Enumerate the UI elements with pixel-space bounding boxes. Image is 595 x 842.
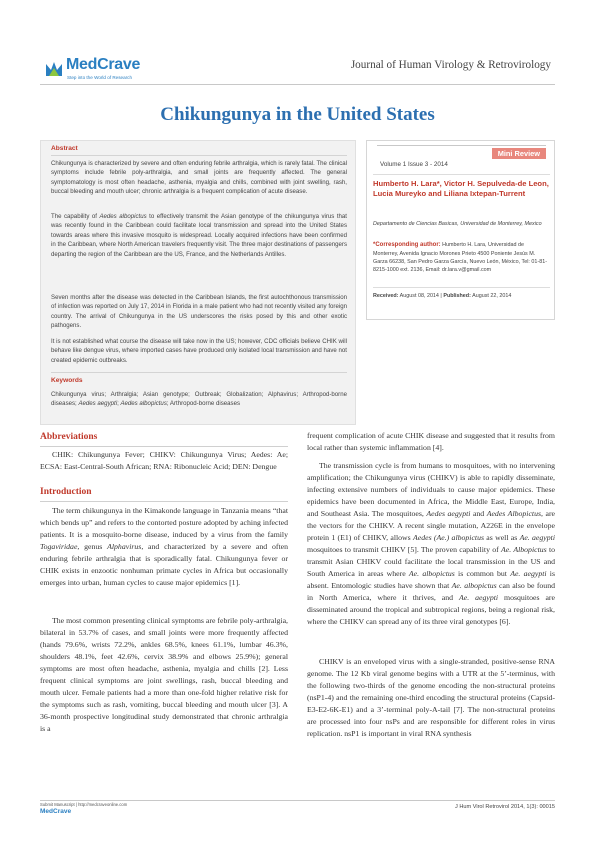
species-name: Aedes (Ae.) albopictus bbox=[413, 533, 485, 542]
brand-tagline: Step into the World of Research bbox=[67, 75, 133, 80]
text-span: as well as bbox=[484, 533, 520, 542]
text-span: Chikungunya virus; Arthralgia; Asian genotype; Outbreak; Globalization; Alphavirus; Arthropod-borne diseases; bbox=[51, 391, 347, 408]
taxon-name: Togaviridae bbox=[40, 542, 78, 551]
species-name: Aedes aegypti bbox=[426, 509, 471, 518]
intro-paragraph-1 bbox=[40, 505, 288, 589]
published-label: Published: bbox=[443, 293, 471, 299]
text-span: can also be found in North America, where it thrives, and bbox=[307, 581, 556, 602]
brand-name: MedCrave bbox=[66, 56, 141, 73]
medcrave-logo[interactable] bbox=[44, 56, 164, 86]
abstract-heading: Abstract bbox=[51, 145, 78, 152]
keywords-list bbox=[51, 390, 347, 409]
body-paragraph-continued: frequent complication of acute CHIK disease and suggested that it results from local rather than systemic inflammation [4]. bbox=[307, 431, 555, 452]
species-name: Ae. aegypti bbox=[510, 569, 547, 578]
received-date: August 08, 2014 bbox=[398, 293, 439, 299]
abstract-paragraph-2 bbox=[51, 212, 347, 259]
journal-citation: J Hum Virol Retrovirol 2014, 1(3): 00015 bbox=[454, 804, 555, 810]
section-divider bbox=[40, 446, 288, 447]
date-separator: | bbox=[438, 293, 444, 299]
text-span: to transmit Asian CHIKV could facilitate the local transmission in the US and South America in areas where bbox=[307, 545, 556, 578]
species-name: Ae. aegypti bbox=[459, 593, 499, 602]
journal-name: Journal of Human Virology & Retrovirology bbox=[350, 59, 551, 71]
species-name: Ae. albopictus bbox=[451, 581, 497, 590]
abstract-box bbox=[40, 140, 356, 425]
introduction-heading: Introduction bbox=[40, 487, 92, 497]
page-header bbox=[40, 53, 555, 85]
text-span: , genus bbox=[77, 542, 108, 551]
section-divider bbox=[40, 501, 288, 502]
text-span: The capability of bbox=[51, 213, 100, 220]
intro-paragraph-2: The most common presenting clinical symptoms are febrile poly-arthralgia, bilateral in 53.7% of cases, and small joints were more frequently affected (hands 79.6%, wrists 72.2%, ankles 68.5%, knees 61.1%, lumbar 46.3%, shoulders 48.1%, feet 42.6%, cervix 38.9% and elbows 25.9%); general symptoms are most often headache, asthenia, myalgia and chills [2]. Less frequent clinical symptoms are joint swellings, rash, buccal bleeding and mouth ulcer. Female patients had a more than one-fold higher relative risk for the symptoms such as rash, vomiting, buccal bleeding and mouth ulcer [3]. A 36-month prospective longitudinal study demonstrated that chronic arthralgia is a bbox=[40, 616, 288, 733]
abstract-paragraph-3: Seven months after the disease was detected in the Caribbean Islands, the first autochthonous transmission of infection was reported on July 17, 2014 in Florida in a male patient who had not recently visited any foreign country. The arrival of Chikungunya in the US underscores the risks posed by this and other exotic pathogens. bbox=[51, 294, 347, 330]
species-name: Ae. albopictus bbox=[408, 569, 455, 578]
corr-details: Humberto H. Lara, Universidad de Monterrey, Avenida Ignacio Morones Prieto 4500 Poniente Jesús M. Garza 66238, San Pedro Garza García, Nuevo León, México, Tel: 01-81-8215-1000 ext. 2136, Email: dr.lara.v@gmail.com bbox=[373, 242, 547, 274]
article-info-box bbox=[366, 140, 555, 320]
abbreviations-text: CHIK: Chikungunya Fever; CHIKV: Chikungunya Virus; Aedes: Ae; ECSA: East-Central-South African; RNA: Ribonucleic Acid; DEN: Dengue bbox=[40, 450, 288, 471]
text-span: The transmission cycle is from humans to mosquitoes, with no intervening amplification; the Chikungunya virus (CHIKV) is able to rapidly disseminate, infecting extensive numbers of individuals to cause major epidemics. These epidemics have been documented in Africa, the Middle East, Europe, India, and Southeast Asia. The mosquitoes, bbox=[307, 461, 555, 518]
author-list: Humberto H. Lara*, Victor H. Sepulveda-de Leon, Lucia Mureyko and Liliana Ixtepan-Turrent bbox=[373, 179, 549, 199]
text-span: , and characterized by a severe and often enduring febrile arthralgia that is sporadically fatal. Chikungunya fever or CHIK exists in enzootic nonhuman primate cycles in Africa but occasionally emerges into urban, human cycles to cause major epidemics [1]. bbox=[40, 542, 288, 587]
submit-manuscript-link[interactable]: Submit Manuscript | http://medcraveonline.com bbox=[40, 802, 128, 807]
genome-paragraph: CHIKV is an enveloped virus with a single-stranded, positive-sense RNA genome. The 12 Kb viral genome begins with a UTR at the 5’-terminus, with the following two-thirds of the genome encoding the non-structural proteins (nsP1-4) and the remaining one-third encoding the structural proteins (Capsid-E3-E2-6K-E1) and a 3’-terminal poly-A-tail [7]. The non-structural proteins are processed into four nsPs and are responsible for different roles in virus replication. nsP1 is important in viral RNA synthesis bbox=[307, 657, 555, 738]
taxon-name: Alphavirus bbox=[107, 542, 142, 551]
volume-issue: Volume 1 Issue 3 - 2014 bbox=[380, 161, 448, 168]
abbreviations-heading: Abbreviations bbox=[40, 432, 98, 442]
species-name: Aedes albopictus bbox=[120, 400, 167, 408]
footer-brand: MedCrave bbox=[40, 808, 72, 815]
text-span: mosquitoes are disseminated around the tropical and subtropical regions, being a regional risk, where the CHIKV can spread any of its three viral genotypes [6]. bbox=[307, 593, 555, 626]
species-name: Aedes aegypti bbox=[78, 400, 118, 408]
article-dates bbox=[373, 292, 550, 300]
footer-divider bbox=[40, 800, 555, 801]
article-title: Chikungunya in the United States bbox=[160, 104, 435, 125]
text-span: to effectively transmit the Asian genotype of the chikungunya virus that was recently found in the Caribbean could facilitate local transmission and spread into the United States towards areas where this invasive mosquito is widespread. Locally acquired infections have been confirmed in the Caribbean, where North American travelers frequently visit. The three major destinations of passengers departing the region of the Caribbean are the US, France, and the Netherlands Antilles. bbox=[51, 213, 347, 258]
text-span: , are the vectors for the CHIKV. A recent single mutation, A226E in the envelope protein 1 (E1) of CHIKV, allows bbox=[307, 509, 556, 542]
info-divider bbox=[373, 287, 550, 288]
text-span: The term chikungunya in the Kimakonde language in Tanzania means “that which bends up” and refers to the contorted posture adopted by aching infected patients. It is a mosquito-borne disease, induced by a virus from the family bbox=[40, 506, 288, 539]
corr-label: *Corresponding author: bbox=[373, 242, 441, 248]
abstract-divider bbox=[51, 155, 347, 156]
author-affiliation: Departamento de Ciencias Basicas, Universidad de Monterrey, Mexico bbox=[373, 221, 542, 227]
abstract-paragraph-4: It is not established what course the disease will take now in the US; however, CDC officials believe CHIK will behave like dengue virus, where imported cases have produced only isolated local transmission and have not created epidemic outbreaks. bbox=[51, 338, 347, 364]
published-date: August 22, 2014 bbox=[470, 293, 512, 299]
species-name: Ae. aegypti bbox=[519, 533, 555, 542]
text-span: mosquitoes to transmit CHIKV [5]. The proven capability of bbox=[307, 545, 502, 554]
text-span: ; bbox=[117, 400, 121, 408]
abstract-paragraph-1: Chikungunya is characterized by severe and often enduring febrile arthralgia, which is rarely fatal. The clinical symptoms include febrile poly-arthralgia, and small joints are frequently affected. The general symptomatology is most often headache, asthenia, myalgia and chills, combined with joint swelling, rash, buccal bleeding and mouth ulcer; chronic arthralgia is a frequent complication of acute disease. bbox=[51, 160, 347, 196]
header-divider bbox=[40, 84, 555, 85]
transmission-paragraph bbox=[307, 460, 555, 628]
received-label: Received: bbox=[373, 293, 399, 299]
species-name: Aedes albopictus bbox=[99, 213, 147, 220]
medcrave-logo-icon bbox=[44, 59, 64, 79]
species-name: Aedes Albopictus bbox=[486, 509, 542, 518]
text-span: is common but bbox=[454, 569, 511, 578]
info-divider bbox=[373, 174, 550, 175]
text-span: ; Arthropod-borne diseases bbox=[166, 400, 241, 408]
article-type-badge: Mini Review bbox=[492, 148, 546, 159]
text-span: and bbox=[470, 509, 487, 518]
corresponding-author bbox=[373, 241, 550, 274]
keywords-divider bbox=[51, 372, 347, 373]
info-top-rule bbox=[377, 145, 546, 146]
text-span: is absent. Entomologic studies have shown that bbox=[307, 569, 555, 590]
species-name: Ae. Albopictus bbox=[501, 545, 547, 554]
keywords-heading: Keywords bbox=[51, 377, 83, 384]
